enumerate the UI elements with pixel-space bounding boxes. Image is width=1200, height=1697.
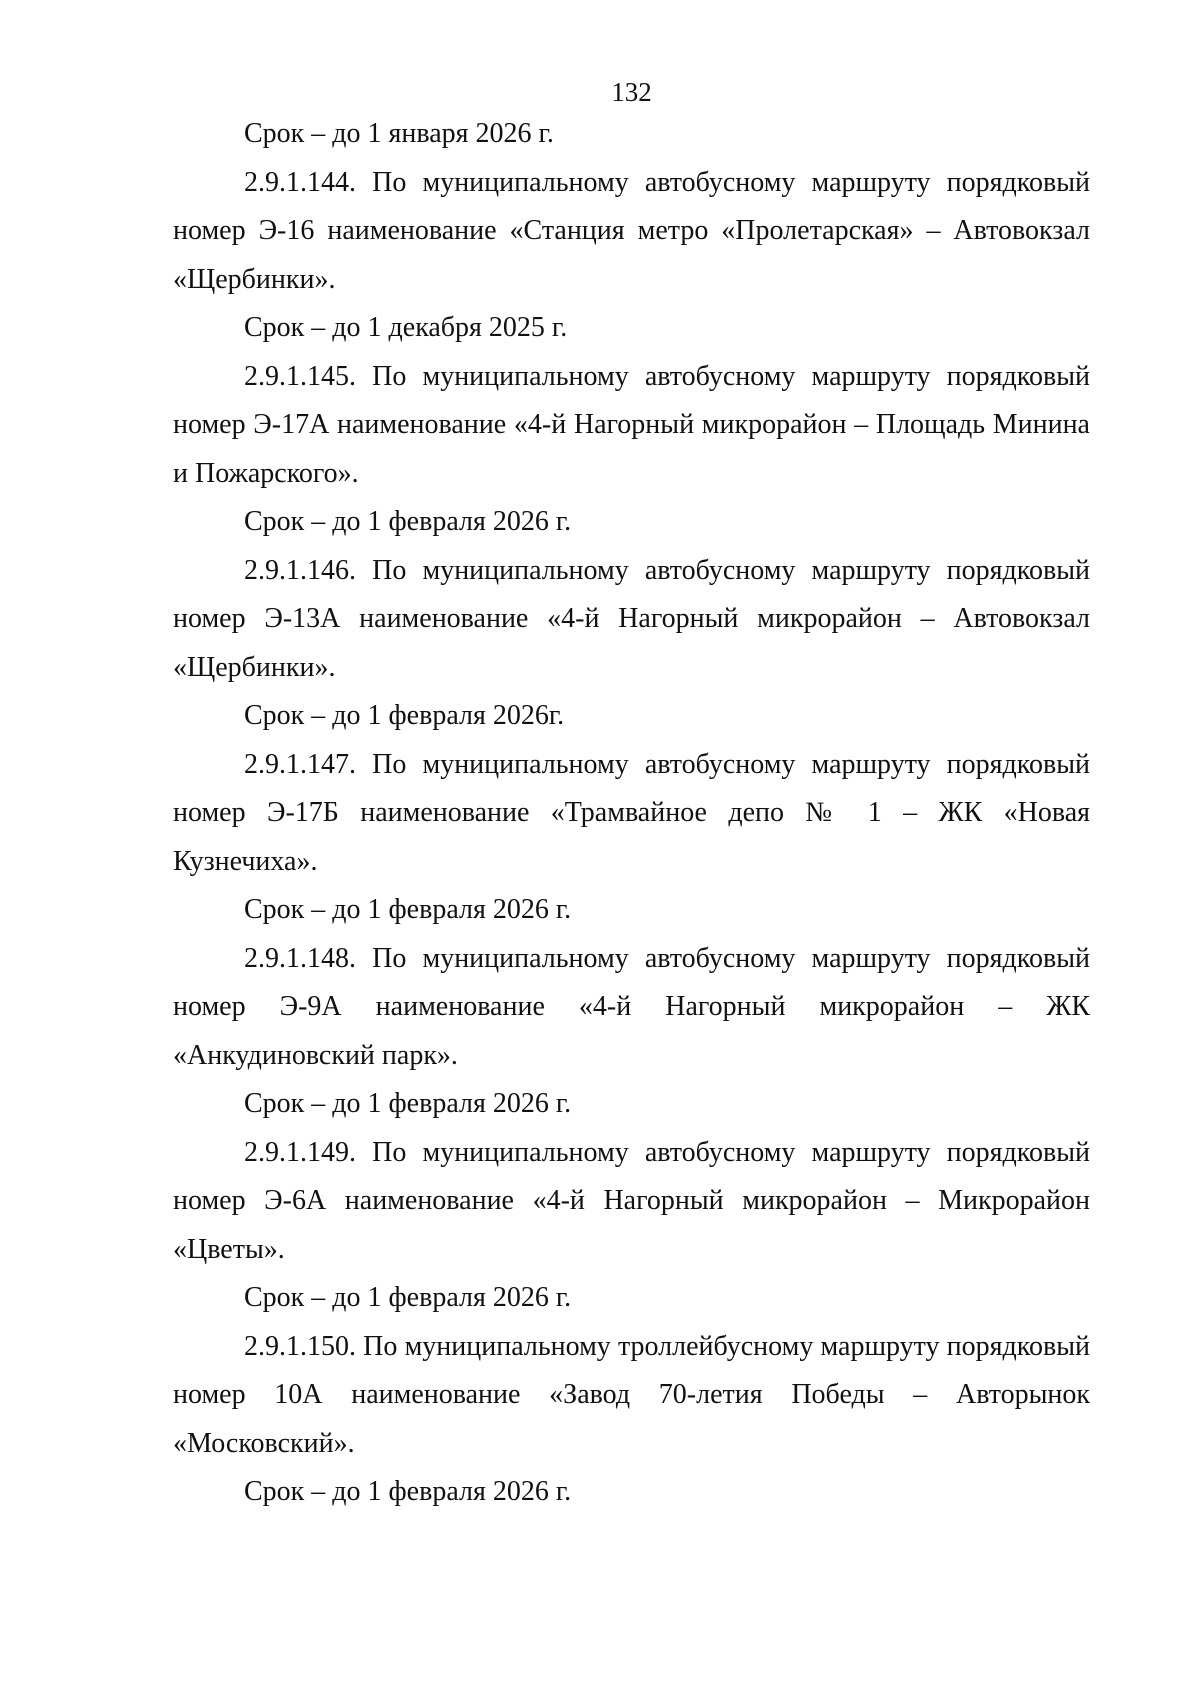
route-item-145: 2.9.1.145. По муниципальному автобусному маршруту порядковый номер Э-17А наименование «4-й Нагорный микрорайон – Площадь Минина и Пожарского». <box>173 360 1090 489</box>
deadline-paragraph: Срок – до 1 декабря 2025 г. <box>244 312 568 343</box>
deadline-paragraph: Срок – до 1 февраля 2026 г. <box>244 894 572 925</box>
route-item-149: 2.9.1.149. По муниципальному автобусному маршруту порядковый номер Э-6А наименование «4-й Нагорный микрорайон – Микрорайон «Цветы». <box>173 1136 1090 1265</box>
deadline-paragraph: Срок – до 1 февраля 2026 г. <box>244 1282 572 1313</box>
route-item-144: 2.9.1.144. По муниципальному автобусному маршруту порядковый номер Э-16 наименование «Станция метро «Пролетарская» – Автовокзал «Щербинки». <box>173 166 1090 295</box>
deadline-paragraph: Срок – до 1 февраля 2026 г. <box>244 506 572 537</box>
route-item-148: 2.9.1.148. По муниципальному автобусному маршруту порядковый номер Э-9А наименование «4-й Нагорный микрорайон – ЖК «Анкудиновский парк». <box>173 942 1090 1071</box>
deadline-paragraph: Срок – до 1 января 2026 г. <box>244 118 554 149</box>
deadline-paragraph: Срок – до 1 февраля 2026 г. <box>244 1476 572 1507</box>
route-item-147: 2.9.1.147. По муниципальному автобусному маршруту порядковый номер Э-17Б наименование «Трамвайное депо № 1 – ЖК «Новая Кузнечиха». <box>173 748 1090 877</box>
route-item-146: 2.9.1.146. По муниципальному автобусному маршруту порядковый номер Э-13А наименование «4-й Нагорный микрорайон – Автовокзал «Щербинки». <box>173 554 1090 683</box>
route-item-150: 2.9.1.150. По муниципальному троллейбусному маршруту порядковый номер 10А наименование «Завод 70-летия Победы – Авторынок «Московский». <box>173 1330 1090 1459</box>
deadline-paragraph: Срок – до 1 февраля 2026 г. <box>244 1088 572 1119</box>
page-number: 132 <box>611 77 652 107</box>
document-body <box>173 110 1090 1517</box>
deadline-paragraph: Срок – до 1 февраля 2026г. <box>244 700 565 731</box>
